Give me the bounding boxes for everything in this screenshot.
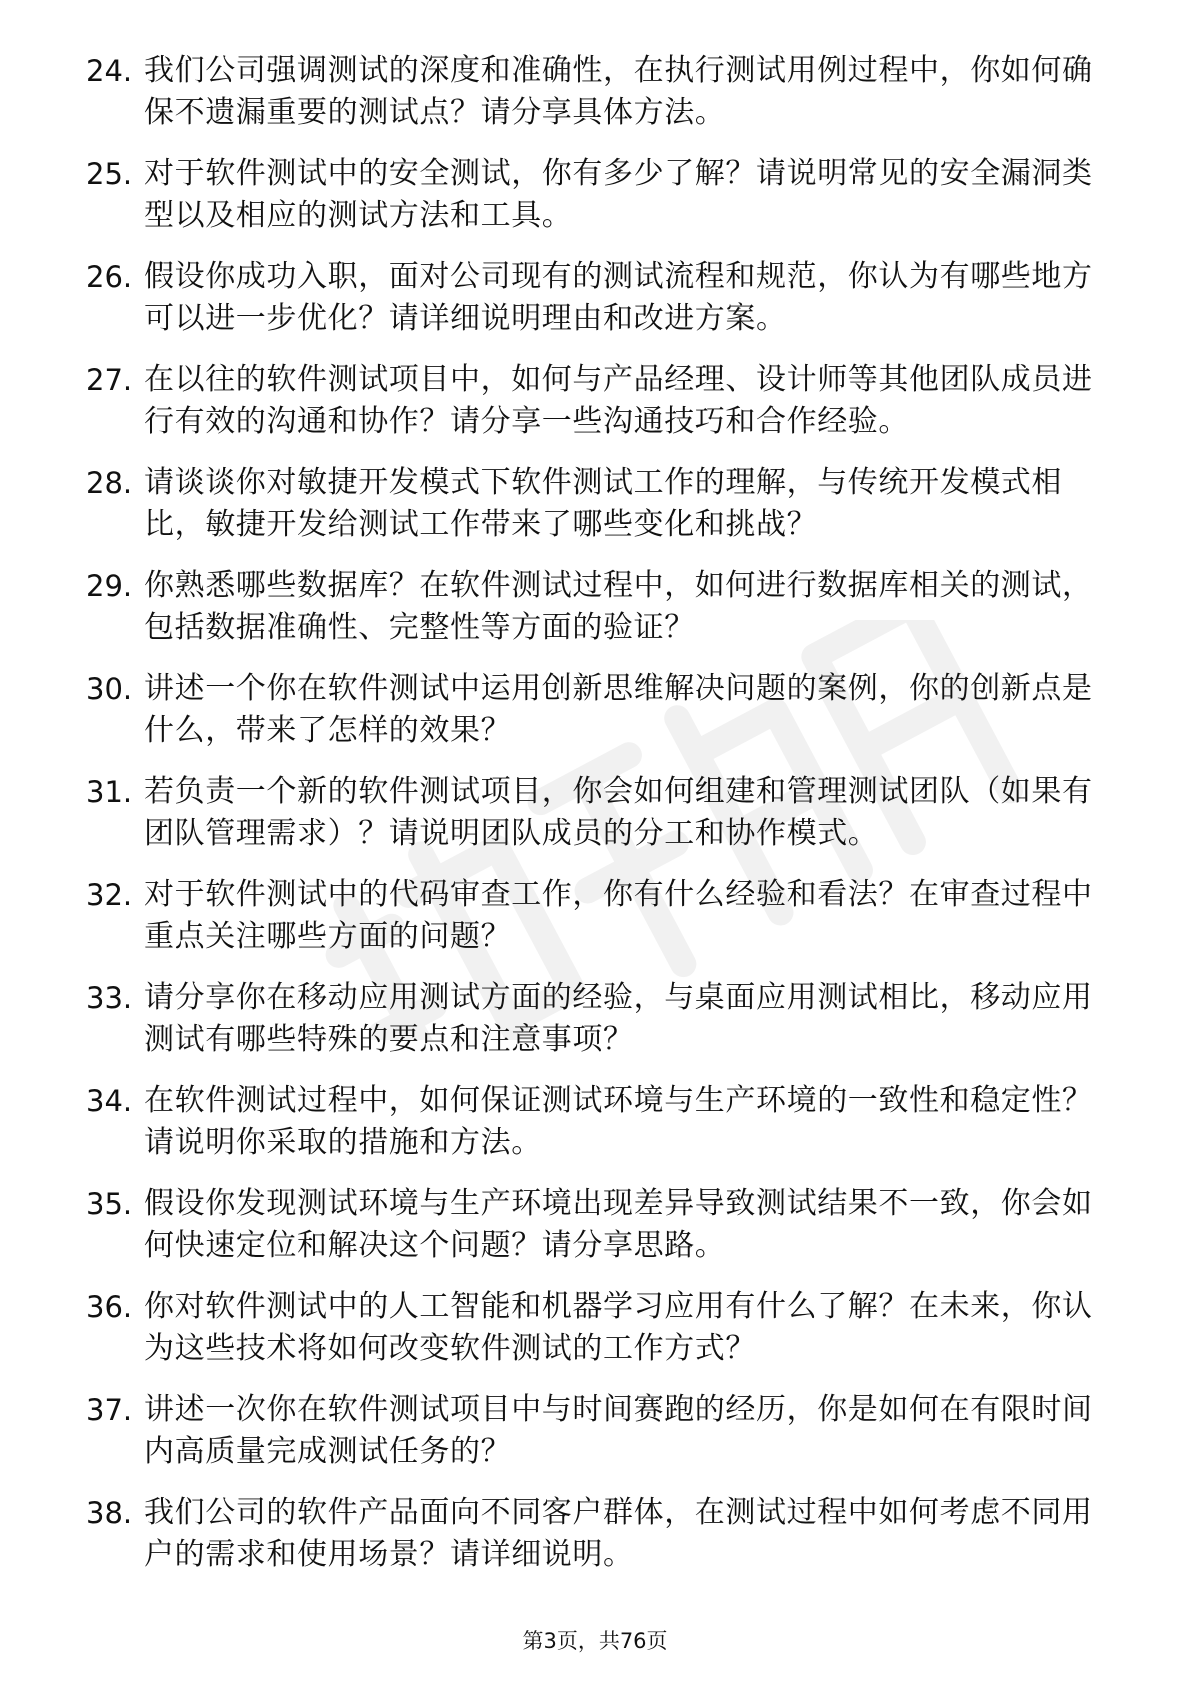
question-text: 讲述一个你在软件测试中运用创新思维解决问题的案例，你的创新点是什么，带来了怎样的效果？ (144, 671, 1093, 748)
question-text: 你对软件测试中的人工智能和机器学习应用有什么了解？在未来，你认为这些技术将如何改变软件测试的工作方式？ (144, 1289, 1093, 1366)
question-number: 30. (86, 672, 133, 706)
question-item (86, 1080, 1116, 1183)
question-item (86, 153, 1116, 256)
question-item (86, 874, 1116, 977)
question-number: 37. (86, 1393, 133, 1427)
question-text: 在以往的软件测试项目中，如何与产品经理、设计师等其他团队成员进行有效的沟通和协作？请分享一些沟通技巧和合作经验。 (144, 362, 1093, 439)
question-item (86, 668, 1116, 771)
question-item (86, 977, 1116, 1080)
question-list (86, 50, 1116, 1595)
question-item (86, 1183, 1116, 1286)
question-item (86, 462, 1116, 565)
question-number: 28. (86, 466, 133, 500)
question-text: 对于软件测试中的代码审查工作，你有什么经验和看法？在审查过程中重点关注哪些方面的问题？ (144, 877, 1093, 954)
question-text: 讲述一次你在软件测试项目中与时间赛跑的经历，你是如何在有限时间内高质量完成测试任务的？ (144, 1392, 1093, 1469)
question-item (86, 256, 1116, 359)
question-number: 24. (86, 54, 133, 88)
question-number: 27. (86, 363, 133, 397)
question-number: 38. (86, 1496, 133, 1530)
question-number: 34. (86, 1084, 133, 1118)
question-text: 请谈谈你对敏捷开发模式下软件测试工作的理解，与传统开发模式相比，敏捷开发给测试工作带来了哪些变化和挑战？ (144, 465, 1062, 542)
question-text: 对于软件测试中的安全测试，你有多少了解？请说明常见的安全漏洞类型以及相应的测试方法和工具。 (144, 156, 1093, 233)
question-text: 假设你成功入职，面对公司现有的测试流程和规范，你认为有哪些地方可以进一步优化？请详细说明理由和改进方案。 (144, 259, 1093, 336)
question-number: 32. (86, 878, 133, 912)
question-item (86, 1286, 1116, 1389)
question-item (86, 1389, 1116, 1492)
question-number: 31. (86, 775, 133, 809)
page-footer: 第3页，共76页 (522, 1629, 668, 1653)
question-item (86, 50, 1116, 153)
question-text: 在软件测试过程中，如何保证测试环境与生产环境的一致性和稳定性？请说明你采取的措施和方法。 (144, 1083, 1093, 1160)
question-text: 我们公司强调测试的深度和准确性，在执行测试用例过程中，你如何确保不遗漏重要的测试点？请分享具体方法。 (144, 53, 1093, 130)
question-number: 26. (86, 260, 133, 294)
question-text: 我们公司的软件产品面向不同客户群体，在测试过程中如何考虑不同用户的需求和使用场景？请详细说明。 (144, 1495, 1093, 1572)
question-item (86, 1492, 1116, 1595)
question-number: 36. (86, 1290, 133, 1324)
question-text: 假设你发现测试环境与生产环境出现差异导致测试结果不一致，你会如何快速定位和解决这个问题？请分享思路。 (144, 1186, 1093, 1263)
question-item (86, 565, 1116, 668)
question-item (86, 771, 1116, 874)
question-number: 33. (86, 981, 133, 1015)
question-item (86, 359, 1116, 462)
question-number: 25. (86, 157, 133, 191)
question-number: 29. (86, 569, 133, 603)
question-text: 若负责一个新的软件测试项目，你会如何组建和管理测试团队（如果有团队管理需求）？请说明团队成员的分工和协作模式。 (144, 774, 1093, 851)
question-text: 你熟悉哪些数据库？在软件测试过程中，如何进行数据库相关的测试，包括数据准确性、完整性等方面的验证？ (144, 568, 1093, 645)
question-text: 请分享你在移动应用测试方面的经验，与桌面应用测试相比，移动应用测试有哪些特殊的要点和注意事项？ (144, 980, 1093, 1057)
question-number: 35. (86, 1187, 133, 1221)
